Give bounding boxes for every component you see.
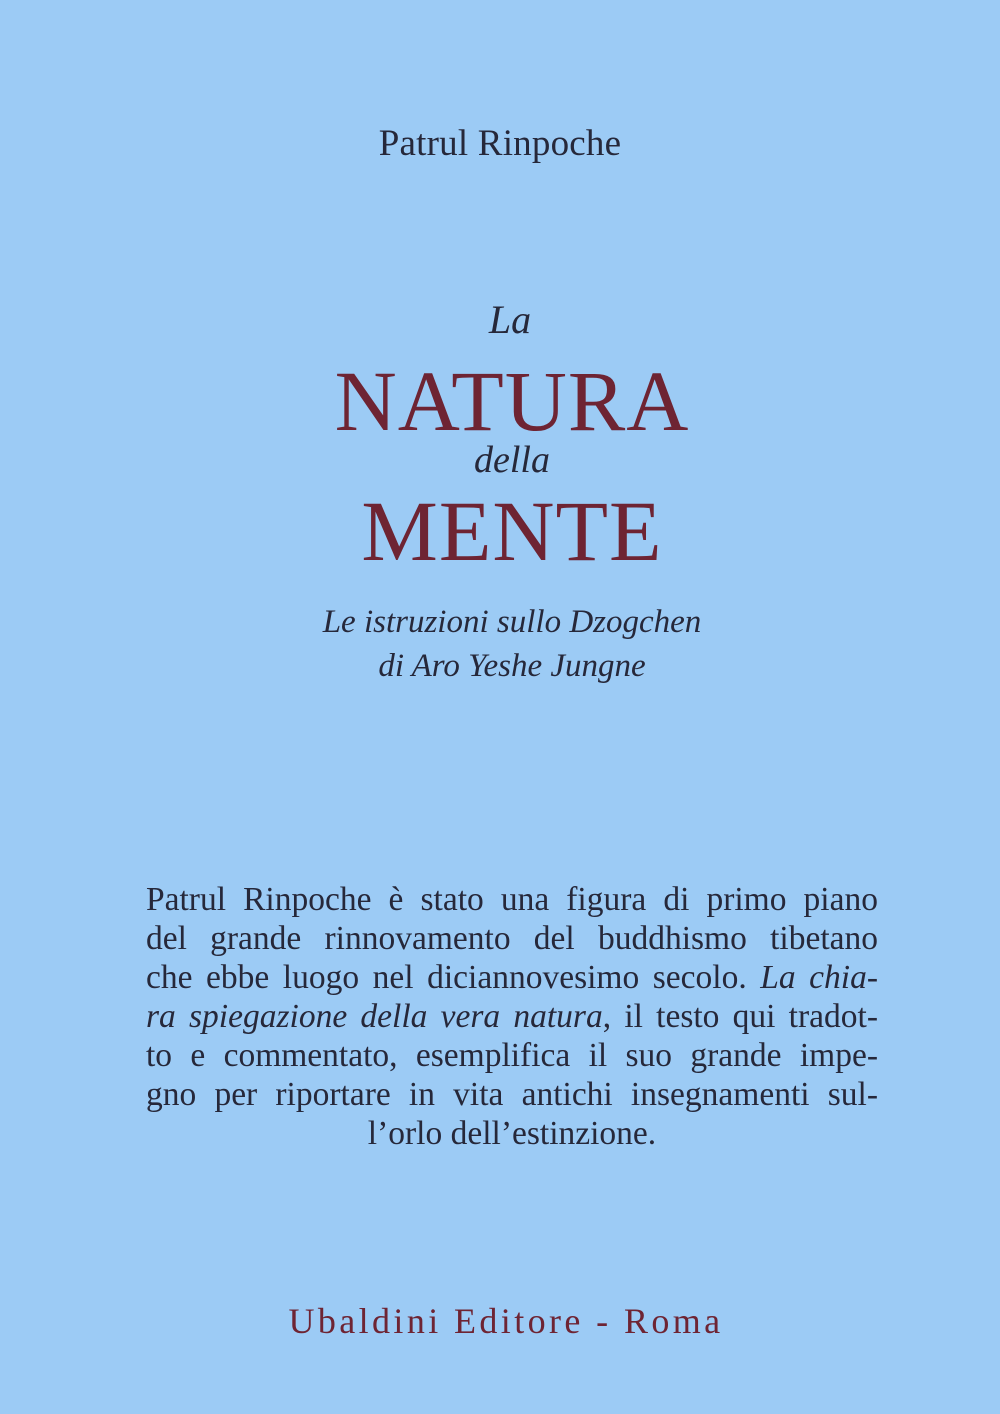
blurb-text: , il testo qui tradot- [602, 998, 878, 1035]
title-word-mente: MENTE [361, 483, 663, 579]
blurb-text: che ebbe luogo nel diciannovesimo secolo. [146, 959, 761, 996]
subtitle-line-2: di Aro Yeshe Jungne [378, 648, 646, 684]
subtitle-line-1: Le istruzioni sullo Dzogchen [322, 604, 702, 640]
author-name: Patrul Rinpoche [378, 123, 622, 164]
publisher-imprint: Ubaldini Editore - Roma [288, 1301, 724, 1341]
blurb-italic-title: ra spiegazione della vera natura [146, 998, 603, 1035]
blurb-line: to e commentato, esemplifica il suo grande impe- [146, 1037, 878, 1074]
title-connector: della [474, 439, 550, 481]
blurb-line: gno per riportare in vita antichi insegnamenti sul- [146, 1076, 878, 1113]
title-word-natura: NATURA [334, 353, 690, 449]
blurb-line: Patrul Rinpoche è stato una figura di primo piano [146, 881, 878, 918]
blurb-italic-title: La chia- [760, 959, 878, 996]
blurb-line: l’orlo dell’estinzione. [367, 1115, 657, 1152]
blurb-paragraph [146, 880, 878, 1153]
blurb-line: del grande rinnovamento del buddhismo tibetano [146, 920, 878, 957]
blurb-line [146, 997, 878, 1036]
title-article: La [488, 297, 532, 342]
subtitle [12, 600, 1000, 688]
blurb-line [146, 958, 878, 997]
